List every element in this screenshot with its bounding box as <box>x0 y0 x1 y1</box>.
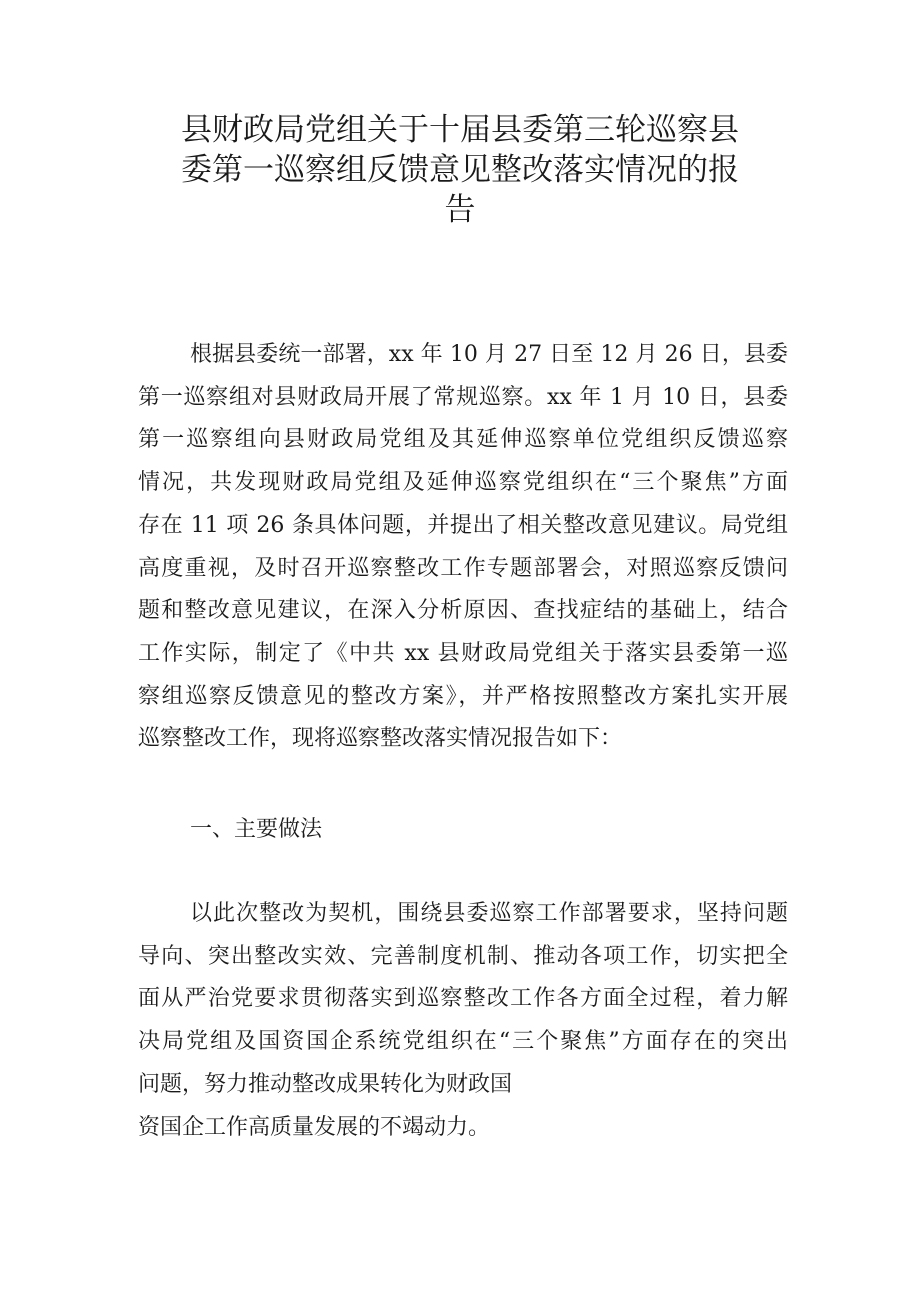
paragraph-line: 根据县委统一部署，xx 年 10 月 27 日至 12 月 26 日，县委 <box>190 342 788 367</box>
paragraph-line: 决局党组及国资国企系统党组织在“三个聚焦”方面存在的突出 <box>138 1029 788 1055</box>
paragraph-line: 第一巡察组对县财政局开展了常规巡察。xx 年 1 月 10 日，县委 <box>138 384 788 410</box>
paragraph-line: 工作实际，制定了《中共 xx 县财政局党组关于落实县委第一巡 <box>138 640 788 666</box>
paragraph-line: 高度重视，及时召开巡察整改工作专题部署会，对照巡察反馈问 <box>138 555 788 581</box>
title-line-2: 委第一巡察组反馈意见整改落实情况的报 <box>181 152 739 188</box>
section-paragraph <box>138 893 788 1149</box>
title-line-3: 告 <box>444 192 476 228</box>
paragraph-line: 面从严治党要求贯彻落实到巡察整改工作各方面全过程，着力解 <box>138 986 788 1012</box>
paragraph-line: 以此次整改为契机，围绕县委巡察工作部署要求，坚持问题 <box>190 901 788 926</box>
document-title <box>170 110 750 230</box>
section-heading: 一、主要做法 <box>190 817 323 842</box>
paragraph-line: 存在 11 项 26 条具体问题，并提出了相关整改意见建议。局党组 <box>138 512 788 538</box>
intro-paragraph <box>138 334 788 761</box>
paragraph-line: 题和整改意见建议，在深入分析原因、查找症结的基础上，结合 <box>138 598 788 624</box>
paragraph-line: 察组巡察反馈意见的整改方案》，并严格按照整改方案扎实开展 <box>138 683 788 709</box>
paragraph-line: 巡察整改工作，现将巡察整改落实情况报告如下： <box>138 726 623 752</box>
paragraph-line: 第一巡察组向县财政局党组及其延伸巡察单位党组织反馈巡察 <box>138 427 788 453</box>
paragraph-line: 情况，共发现财政局党组及延伸巡察党组织在“三个聚焦”方面 <box>138 470 788 496</box>
title-line-1: 县财政局党组关于十届县委第三轮巡察县 <box>181 112 739 148</box>
paragraph-line: 资国企工作高质量发展的不竭动力。 <box>138 1114 491 1140</box>
paragraph-line: 问题，努力推动整改成果转化为财政国 <box>138 1071 513 1097</box>
paragraph-line: 导向、突出整改实效、完善制度机制、推动各项工作，切实把全 <box>138 943 788 969</box>
